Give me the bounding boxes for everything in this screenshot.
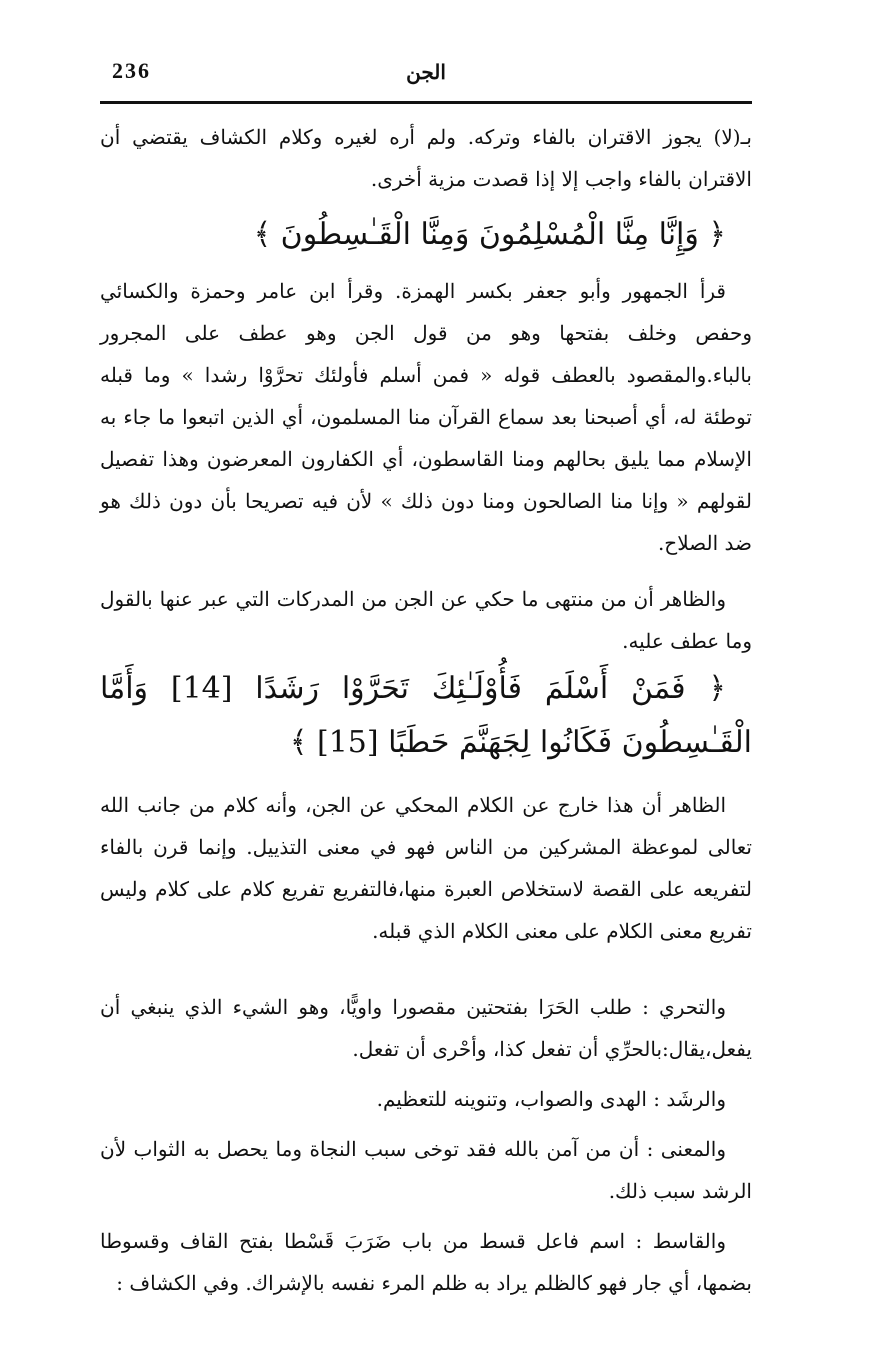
spacer	[100, 770, 752, 784]
spacer	[100, 952, 752, 986]
paragraph: بـ(لا) يجوز الاقتران بالفاء وتركه. ولم أره لغيره وكلام الكشاف يقتضي أن الاقتران بالفاء واجب إلا إذا قصدت مزية أخرى.	[100, 125, 752, 191]
paragraph: قرأ الجمهور وأبو جعفر بكسر الهمزة. وقرأ ابن عامر وحمزة والكسائي وحفص وخلف بفتحها وهو من قول الجن وهو عطف على المجرور بالباء.والمقصود بالعطف قوله « فمن أسلم فأولئك تحرَّوْا رشدا » وما قبله توطئة له، أي أصبحنا بعد سماع القرآن منا المسلمون، أي الذين اتبعوا ما جاء به الإسلام مما يليق بحالهم ومنا القاسطون، أي الكفارون المعرضون وهذا تفصيل لقولهم « وإنا منا الصالحون ومنا دون ذلك » لأن فيه تصريحا بأن دون ذلك هو ضد الصلاح.	[100, 279, 752, 555]
page-header	[100, 52, 752, 98]
paragraph: الظاهر أن هذا خارج عن الكلام المحكي عن الجن، وأنه كلام من جانب الله تعالى لموعظة المشركين من الناس فهو في معنى التذييل. وإنما قرن بالفاء لتفريعه على القصة لاستخلاص العبرة منها،فالتفريع تفريع كلام على كلام وليس تفريع معنى الكلام على معنى الكلام الذي قبله.	[100, 793, 752, 943]
paragraph: والظاهر أن من منتهى ما حكي عن الجن من المدركات التي عبر عنها بالقول وما عطف عليه.	[100, 587, 752, 653]
paragraph: والقاسط : اسم فاعل قسط من باب ضَرَبَ قَسْطا بفتح القاف وقسوطا بضمها، أي جار فهو كالظلم يراد به ظلم المرء نفسه بالإشراك. وفي الكشاف :	[100, 1229, 752, 1295]
paragraph: والرشَد : الهدى والصواب، وتنوينه للتعظيم.	[376, 1087, 726, 1111]
running-title: الجن	[406, 60, 446, 84]
paragraph: والتحري : طلب الحَرَا بفتحتين مقصورا واويًّا، وهو الشيء الذي ينبغي أن يفعل،يقال:بالحرِّي أن تفعل كذا، وأحْرى أن تفعل.	[100, 995, 752, 1061]
spacer	[100, 564, 752, 578]
spacer	[100, 1120, 752, 1128]
quran-verse: ﴿ وَإِنَّا مِنَّا الْمُسْلِمُونَ وَمِنَّا الْقَـٰسِطُونَ ﴾	[253, 217, 726, 252]
spacer	[100, 1070, 752, 1078]
quran-verse: ﴿ فَمَنْ أَسْلَمَ فَأُوْلَـٰئِكَ تَحَرَّوْا رَشَدًا [14] وَأَمَّا الْقَـٰسِطُونَ فَكَانُوا لِجَهَنَّمَ حَطَبًا [15] ﴾	[100, 671, 752, 760]
paragraph: والمعنى : أن من آمن بالله فقد توخى سبب النجاة وما يحصل به الثواب لأن الرشد سبب ذلك.	[100, 1137, 752, 1203]
spacer	[100, 1212, 752, 1220]
page-number: 236	[112, 58, 151, 83]
header-divider	[100, 101, 752, 104]
spacer	[100, 262, 752, 270]
page-body	[100, 116, 752, 1304]
spacer	[100, 200, 752, 208]
